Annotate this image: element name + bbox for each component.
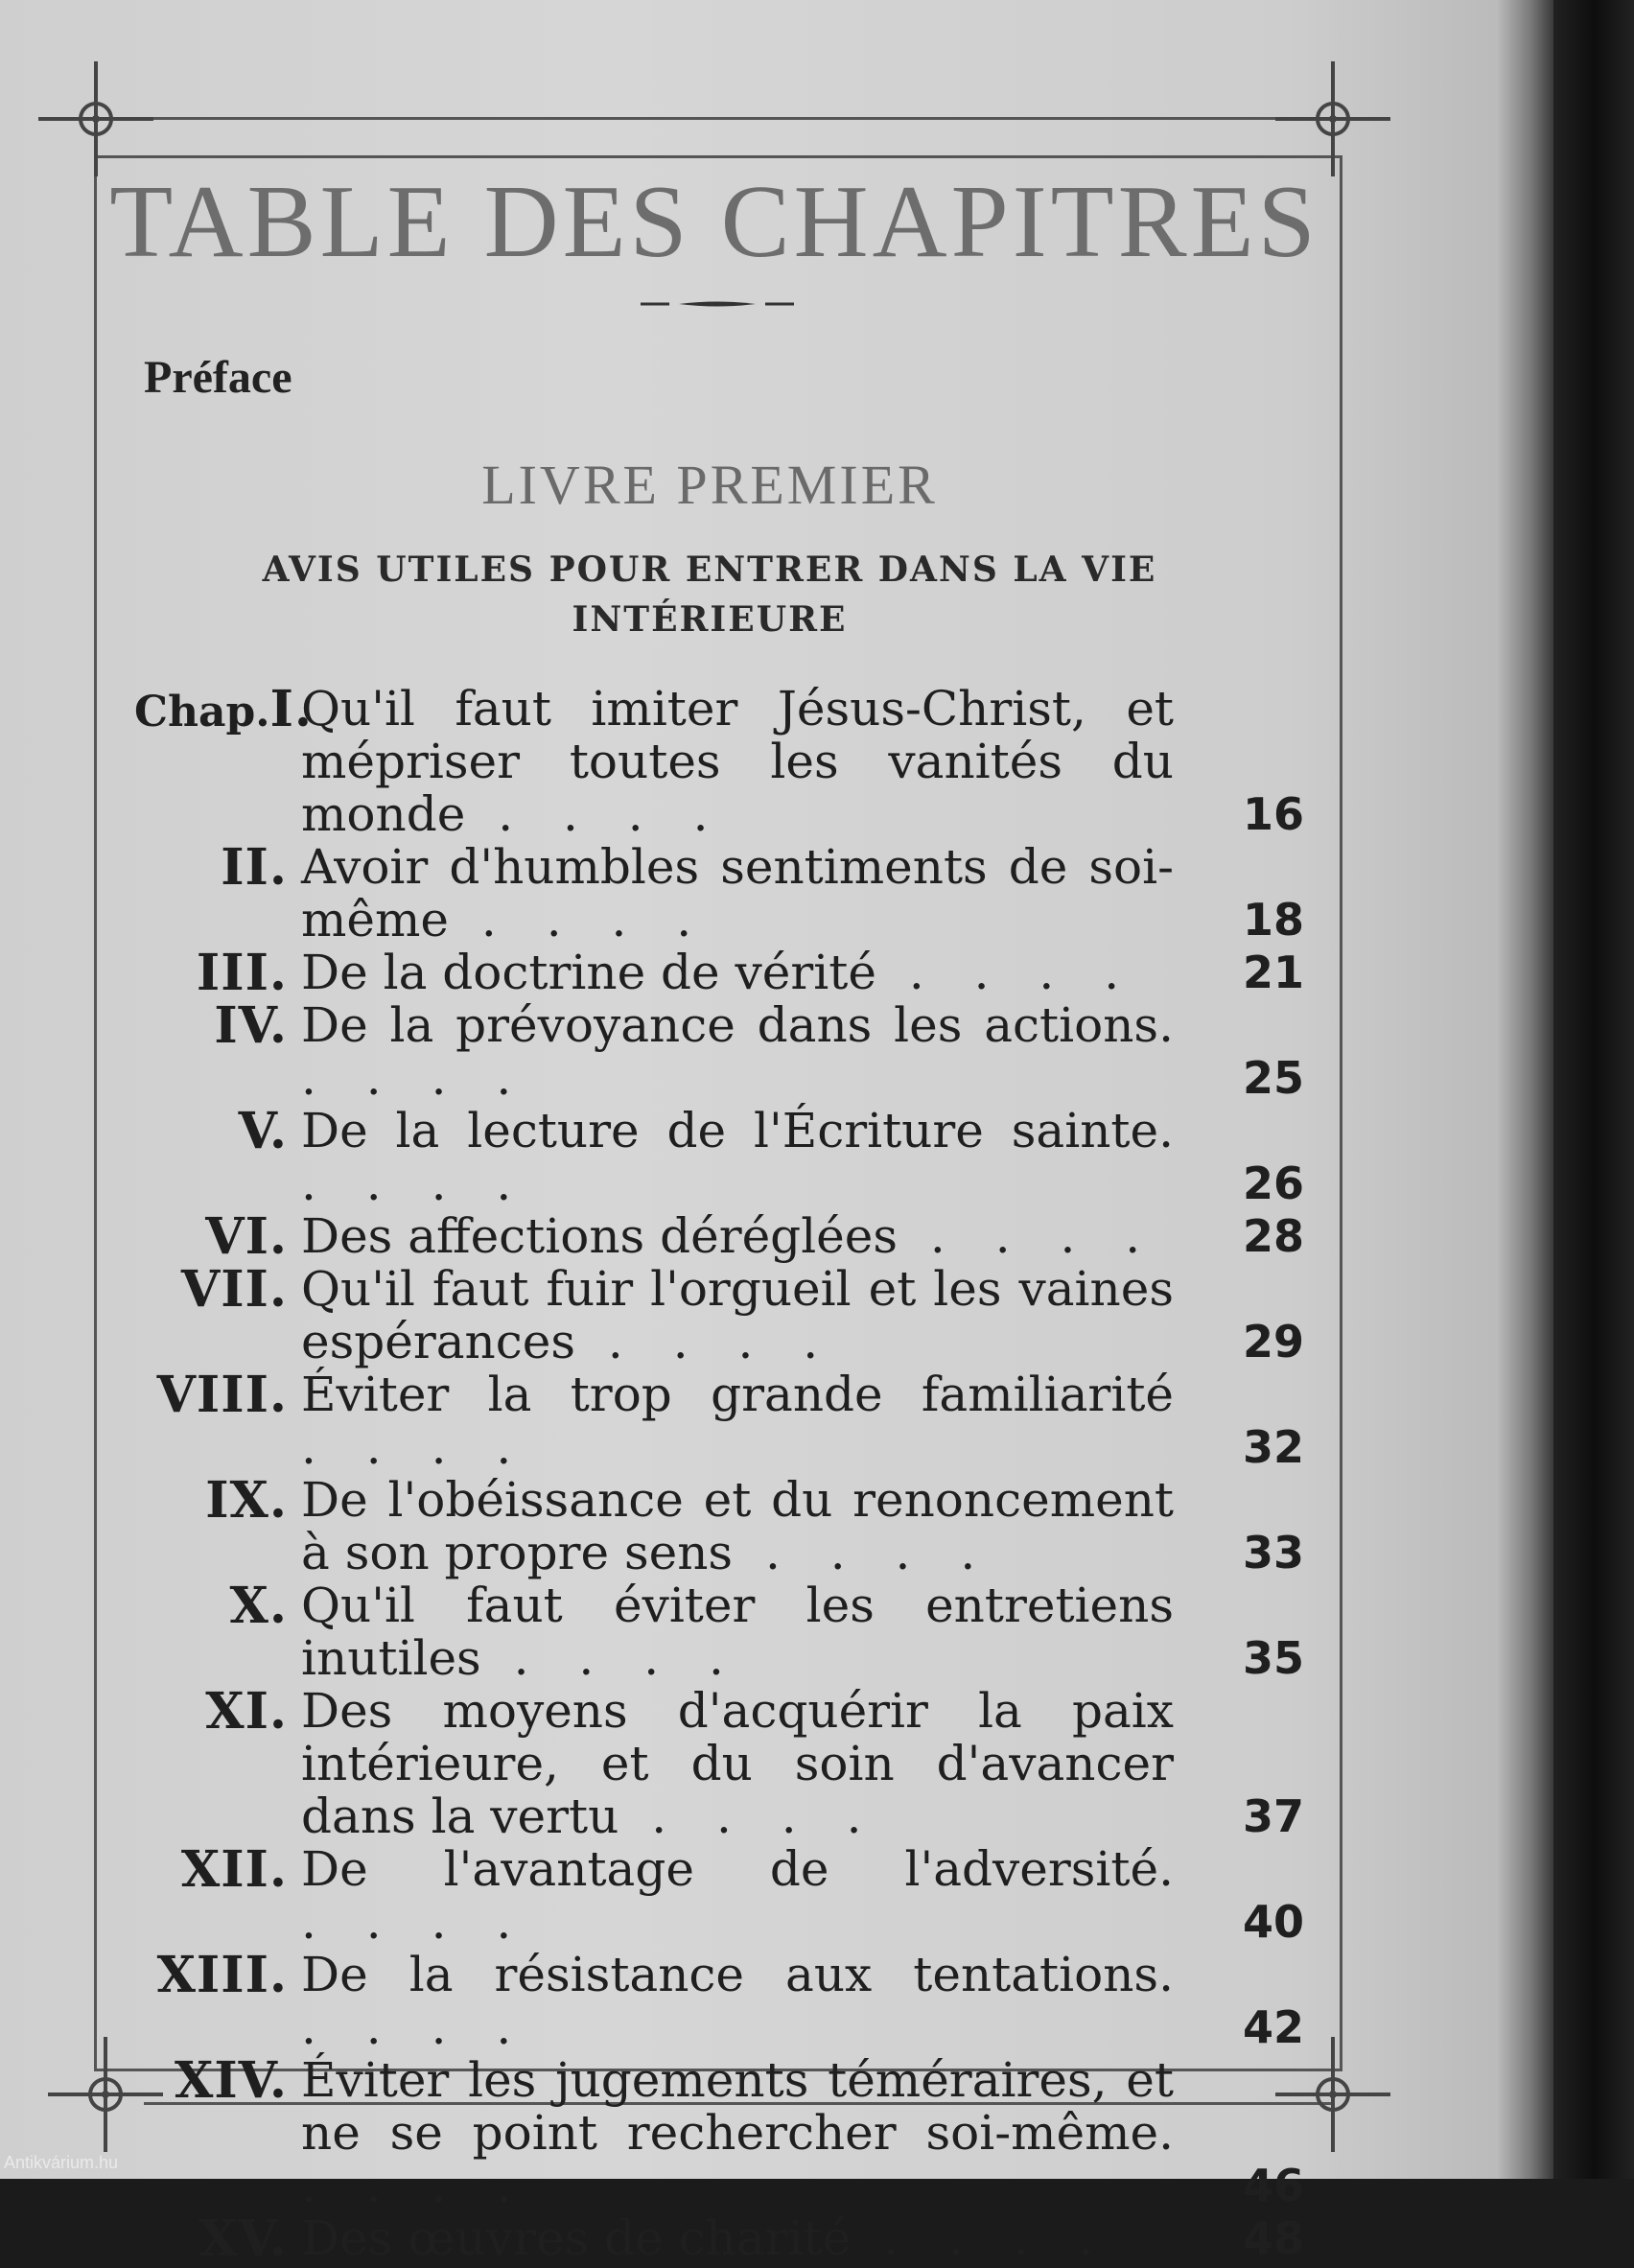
chapter-title [301, 1263, 1183, 1368]
chapter-title-text: De la lecture de l'Écriture sainte. [301, 1103, 1174, 1158]
dot-leader: . . . . [575, 1314, 836, 1369]
toc-entry [134, 2210, 1304, 2268]
chapter-numeral: I. [269, 680, 314, 738]
chapter-title [301, 1579, 1183, 1685]
chapter-title [301, 1474, 1183, 1579]
dot-leader: . . . . [301, 1156, 529, 1211]
dot-leader: . . . . [301, 2158, 529, 2213]
chapter-title-text: Éviter les jugements téméraires, et ne se point rechercher soi-même. [301, 2052, 1174, 2161]
page-number: 26 [1242, 1157, 1304, 1209]
chapter-number: XII. [180, 1840, 288, 1899]
table-of-contents [134, 680, 1304, 2268]
chapter-number: III. [196, 944, 288, 1002]
page-number: 42 [1242, 2001, 1304, 2053]
page-number: 32 [1242, 1421, 1304, 1473]
chapter-title-text: Avoir d'humbles sentiments de soi-même [301, 839, 1174, 947]
chapter-title-text: Qu'il faut imiter Jésus-Christ, et mépriser toutes les vanités du monde [301, 681, 1174, 842]
toc-entry [134, 1207, 1304, 1266]
chapter-title-text: Des œuvres de charité [301, 2210, 852, 2266]
toc-entry [134, 1368, 1304, 1474]
chapter-title [301, 1210, 1183, 1263]
watermark: Antikvárium.hu [4, 2153, 119, 2172]
page-number: 48 [1242, 2212, 1304, 2264]
chapter-title-text: De l'obéissance et du renoncement à son propre sens [301, 1472, 1174, 1580]
page-number: 37 [1242, 1790, 1304, 1842]
dot-leader: . . . . [449, 892, 710, 947]
chapter-title-text: De la doctrine de vérité [301, 945, 876, 1000]
chapter-title [301, 1949, 1183, 2054]
page-number: 35 [1242, 1632, 1304, 1684]
dot-leader: . . . . [480, 1630, 741, 1686]
page-number: 46 [1242, 2160, 1304, 2211]
chapter-title [301, 2212, 1183, 2265]
top-rule [144, 117, 1333, 120]
book-subtitle-line: INTÉRIEURE [572, 599, 848, 640]
chapter-title [301, 1105, 1183, 1210]
dot-leader: . . . . [301, 1894, 529, 1950]
chapter-title [301, 1685, 1183, 1843]
page-number: 16 [1242, 788, 1304, 840]
preface-entry: Préface [144, 352, 292, 403]
dot-leader: . . . . [733, 1525, 993, 1580]
chapter-number [134, 680, 314, 841]
chapter-title-text: De l'avantage de l'adversité. [301, 1841, 1174, 1897]
chapter-title-text: De la résistance aux tentations. [301, 1947, 1174, 2002]
chapter-title [301, 1368, 1183, 1474]
toc-entry [134, 944, 1304, 1002]
chapter-number: IX. [205, 1471, 288, 1530]
chapter-title [301, 683, 1183, 841]
page-number: 33 [1242, 1527, 1304, 1578]
dot-leader: . . . . [465, 786, 726, 842]
toc-entry [134, 1260, 1304, 1369]
page-number: 25 [1242, 1052, 1304, 1104]
dot-leader: . . . . [301, 1999, 529, 2055]
chapter-number: VIII. [156, 1366, 288, 1424]
chapter-number: VI. [205, 1207, 288, 1266]
page-title: TABLE DES CHAPITRES [109, 165, 1319, 279]
page-number: 29 [1242, 1316, 1304, 1368]
chapter-title [301, 999, 1183, 1105]
chapter-number: XIV. [174, 2051, 288, 2110]
toc-entry [134, 1840, 1304, 1950]
page-number: 18 [1242, 894, 1304, 946]
dot-leader: . . . . [619, 1789, 879, 1844]
dot-leader: . . . . [875, 945, 1137, 1000]
chapter-title-text: Des affections déréglées [301, 1208, 899, 1264]
corner-cross-ornament-icon [38, 61, 153, 176]
chapter-number: V. [238, 1102, 288, 1160]
chapter-title [301, 2054, 1183, 2212]
dot-leader: . . . . [851, 2210, 1111, 2266]
chapter-number: XIII. [156, 1946, 288, 2004]
toc-entry [134, 1946, 1304, 2055]
chapter-title-text: Qu'il faut éviter les entretiens inutiles [301, 1578, 1174, 1686]
toc-entry [134, 1471, 1304, 1580]
toc-entry [134, 680, 1304, 842]
toc-entry [134, 2051, 1304, 2213]
chapter-title-text: Qu'il faut fuir l'orgueil et les vaines espérances [301, 1261, 1174, 1369]
book-heading: LIVRE PREMIER [481, 454, 938, 516]
chapter-number: X. [229, 1577, 288, 1635]
toc-entry [134, 1102, 1304, 1211]
title-rule-ornament [641, 301, 794, 307]
chapter-title-text: De la prévoyance dans les actions. [301, 997, 1174, 1053]
dot-leader: . . . . [898, 1208, 1158, 1264]
corner-cross-ornament-icon [1275, 61, 1390, 176]
dot-leader: . . . . [301, 1050, 529, 1106]
page-number: 21 [1242, 947, 1304, 998]
page-number: 28 [1242, 1210, 1304, 1262]
chapter-title-text: Éviter la trop grande familiarité [301, 1367, 1174, 1422]
book-subtitle [230, 545, 1189, 644]
chapter-number: XV. [198, 2210, 288, 2268]
chapter-title [301, 841, 1183, 947]
dot-leader: . . . . [301, 1419, 529, 1475]
chapter-prefix: Chap. [134, 688, 270, 737]
toc-entry [134, 996, 1304, 1106]
page-edge [1496, 0, 1553, 2179]
book-subtitle-line: AVIS UTILES POUR ENTRER DANS LA VIE [262, 549, 1157, 590]
chapter-title [301, 1843, 1183, 1949]
chapter-number: IV. [214, 996, 288, 1055]
chapter-title [301, 947, 1183, 999]
toc-entry [134, 1579, 1304, 1685]
chapter-number: II. [221, 838, 288, 897]
chapter-title-text: Des moyens d'acquérir la paix intérieure, et du soin d'avancer dans la vertu [301, 1683, 1174, 1844]
chapter-number: VII. [180, 1260, 288, 1319]
toc-entry [134, 838, 1304, 947]
page-number: 40 [1242, 1896, 1304, 1948]
chapter-number: XI. [205, 1682, 288, 1741]
toc-entry [134, 1682, 1304, 1844]
